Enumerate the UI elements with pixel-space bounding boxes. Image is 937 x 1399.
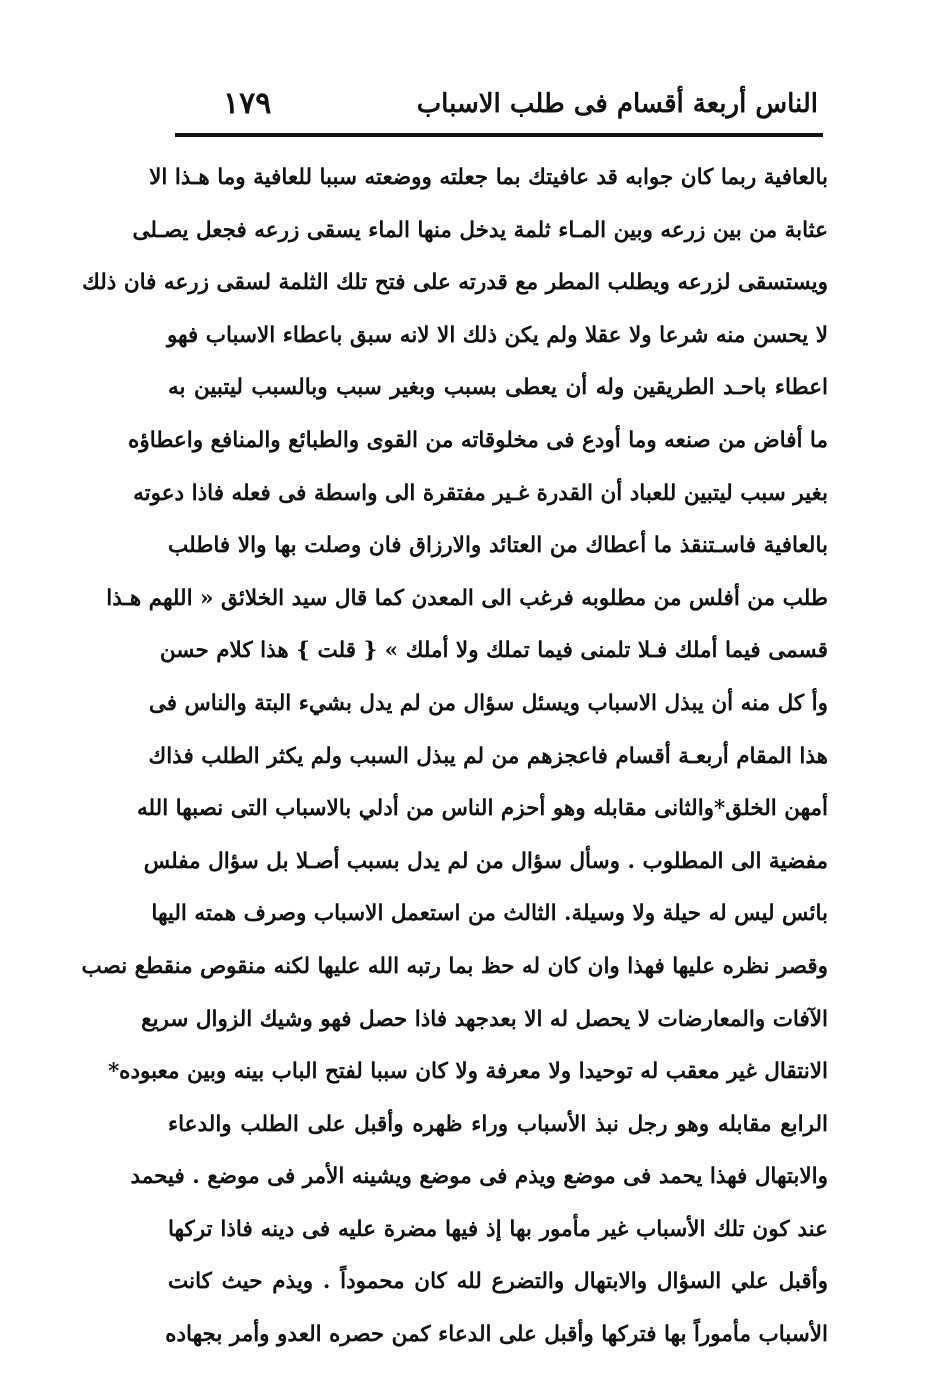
text-line: وأقبل علي السؤال والابتهال والتضرع لله كان محموداً . ويذم حيث كانت — [168, 1269, 828, 1295]
text-line: عثابة من بين زرعه وبين المـاء ثلمة يدخل منها الماء يسقى زرعه فجعل يصـلى — [132, 217, 828, 243]
text-line: ما أفاض من صنعه وما أودع فى مخلوقاته من القوى والطبائع والمنافع واعطاؤه — [128, 427, 828, 453]
text-line: طلب من أفلس من مطلوبه فرغب الى المعدن كما قال سيد الخلائق « اللهم هـذا — [106, 585, 828, 611]
text-line: بائس ليس له حيلة ولا وسيلة. الثالث من استعمل الاسباب وصرف همته اليها — [151, 901, 828, 927]
text-line: وأ كل منه أن يبذل الاسباب ويسئل سؤال من لم يدل بشيء البتة والناس فى — [148, 690, 828, 716]
text-line: وقصر نظره عليها فهذا وان كان له حظ بما رتبه الله عليها لكنه منقوص منقطع نصب — [81, 953, 828, 979]
text-line: هذا المقام أربعـة أقسام فاعجزهم من لم يبذل السبب ولم يكثر الطلب فذاك — [148, 743, 828, 769]
text-line: والابتهال فهذا يحمد فى موضع ويذم فى موضع ويشينه الأمر فى موضع . فيحمد — [130, 1164, 828, 1190]
text-line: قسمى فيما أملك فـلا تلمنى فيما تملك ولا أملك » { قلت } هذا كلام حسن — [159, 638, 828, 664]
running-title: الناس أربعة أقسام فى طلب الاسباب — [416, 89, 818, 119]
text-line: اعطاء باحـد الطريقين وله أن يعطى بسبب وبغير سبب وبالسبب ليتبين به — [168, 375, 828, 401]
text-line: عند كون تلك الأسباب غير مأمور بها إذ فيها مضرة عليه فى دينه فاذا تركها — [168, 1216, 828, 1242]
text-line: لا يحسن منه شرعا ولا عقلا ولم يكن ذلك الا لانه سبق باعطاء الاسباب فهو — [166, 322, 828, 348]
text-line: الانتقال غير معقب له توحيدا ولا معرفة ولا كان سببا لفتح الباب بينه وبين معبوده* — [107, 1059, 828, 1085]
page-number: ١٧٩ — [223, 86, 272, 121]
text-line: بالعافية فاسـتنقذ ما أعطاك من العتائد والارزاق فان وصلت بها والا فاطلب — [168, 533, 828, 559]
text-line: أمهن الخلق*والثانى مقابله وهو أحزم الناس من أدلي بالاسباب التى نصبها الله — [137, 796, 828, 822]
text-line: الرابع مقابله وهو رجل نبذ الأسباب وراء ظهره وأقبل على الطلب والدعاء — [168, 1111, 828, 1137]
text-line: ويستسقى لزرعه ويطلب المطر مع قدرته على فتح تلك الثلمة لسقى زرعه فان ذلك — [82, 270, 828, 296]
text-line: بغير سبب ليتبين للعباد أن القدرة غـير مفتقرة الى واسطة فى فعله فاذا دعوته — [133, 480, 828, 506]
text-line: مفضية الى المطلوب . وسأل سؤال من لم يدل بسبب أصـلا بل سؤال مفلس — [143, 848, 828, 874]
body-text — [81, 152, 828, 1362]
text-line: الآفات والمعارضات لا يحصل له الا بعدجهد فاذا حصل فهو وشيك الزوال سريع — [141, 1006, 828, 1032]
text-line: بالعافية ربما كان جوابه قد عافيتك بما جعلته ووضعته سببا للعافية وما هـذا الا — [149, 165, 828, 190]
text-line: الأسباب مأموراً بها فتركها وأقبل على الدعاء كمن حصره العدو وأمر بجهاده — [165, 1322, 828, 1348]
page-header — [175, 78, 820, 128]
header-rule — [175, 133, 823, 137]
